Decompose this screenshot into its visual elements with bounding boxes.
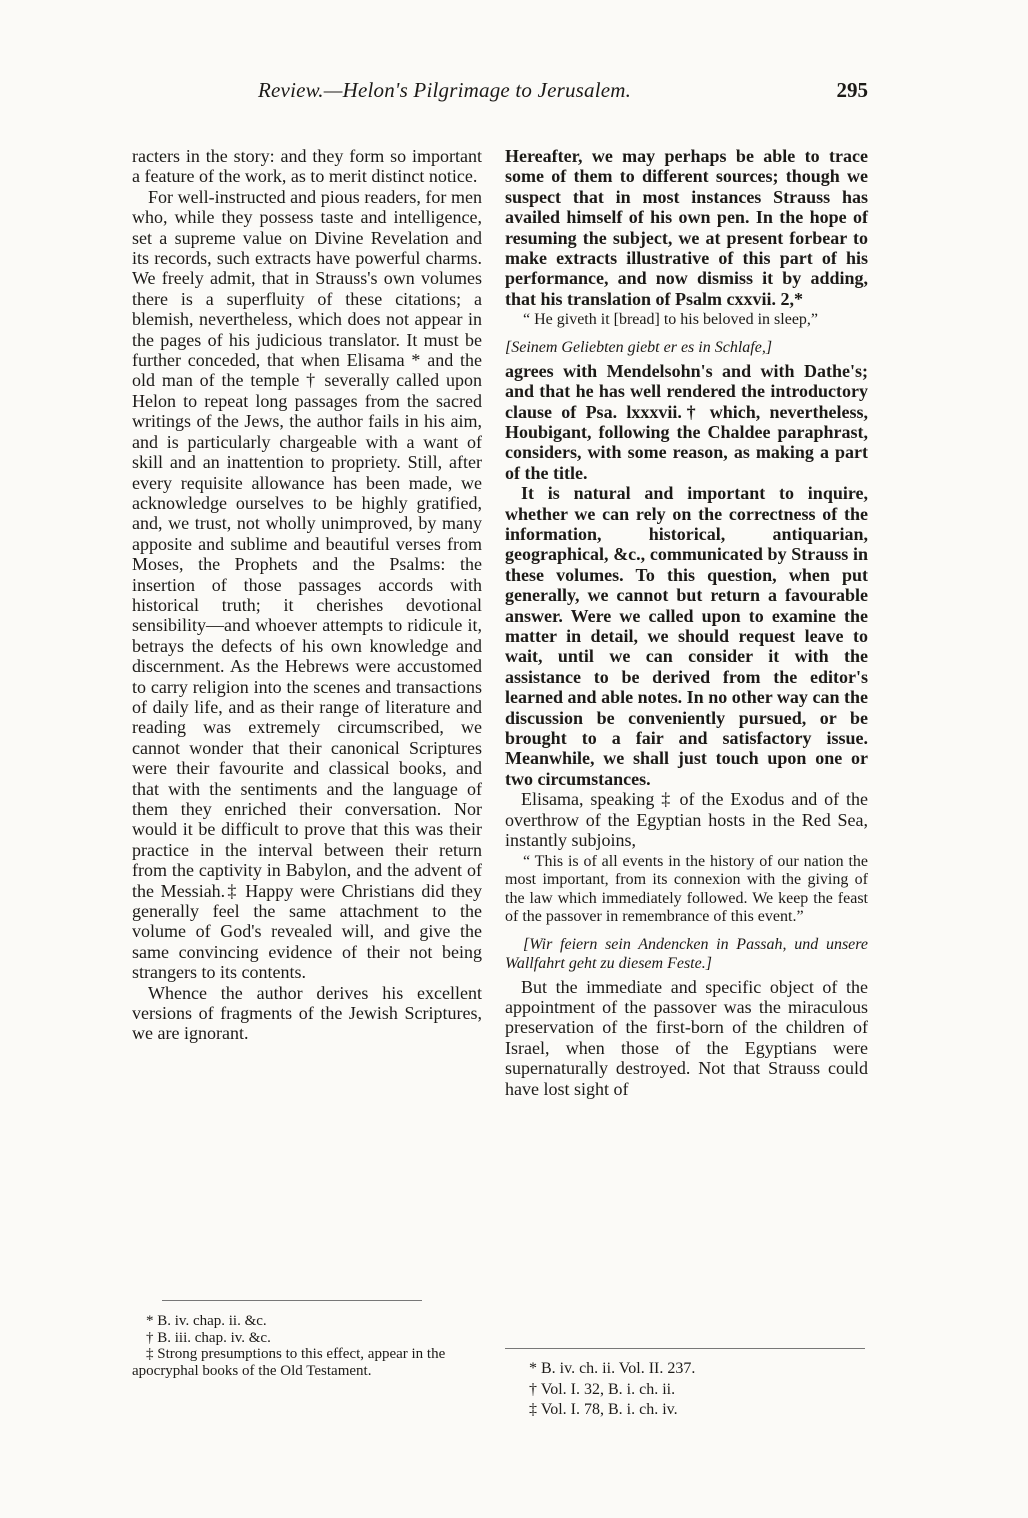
right-column (505, 146, 868, 1099)
left-column (132, 146, 482, 1044)
right-paragraph-3: It is natural and important to inquire, whether we can rely on the correctness of the information, historical, antiquarian, geographical, &c., communicated by Strauss in these volumes. To this question, when put generally, we cannot but return a favourable answer. Were we called upon to examine the matter in detail, we should request leave to wait, until we can consider it with the assistance to be derived from the editor's learned and able notes. In no other way can the discussion be conveniently pursued, or be brought to a fair and satisfactory issue. Meanwhile, we shall just touch upon one or two circumstances. (505, 483, 868, 789)
footnote: † Vol. I. 32, B. i. ch. ii. (529, 1380, 676, 1398)
footnote-rule (505, 1348, 865, 1349)
quotation-elisama: “ This is of all events in the history of our nation the most important, from its connexion with the giving of the law which immediately followed. We keep the feast of the passover in remembrance of this event.” (505, 852, 868, 925)
running-title: Review.—Helon's Pilgrimage to Jerusalem. (258, 78, 632, 102)
footnote: ‡ Vol. I. 78, B. i. ch. iv. (529, 1401, 678, 1418)
right-paragraph-2: agrees with Mendelsohn's and with Dathe's; and that he has well rendered the introductory clause of Psa. lxxxvii.† which, nevertheless, Houbigant, following the Chaldee paraphrast, considers, with some reason, as making a part of the title. (505, 360, 868, 483)
left-paragraph-1: racters in the story: and they form so important a feature of the work, as to merit distinct notice. (132, 146, 482, 187)
left-paragraph-2: For well-instructed and pious readers, for men who, while they possess taste and intelligence, set a supreme value on Divine Revelation and its records, such extracts have powerful charms. We freely admit, that in Strauss's own volumes there is a superfluity of these citations; a blemish, nevertheless, which does not appear in the pages of his judicious translator. It must be further conceded, that when Elisama * and the old man of the temple † severally called upon Helon to repeat long passages from the sacred writings of the Jews, the author fails in his aim, and is particularly chargeable with a want of skill and an inattention to propriety. Still, after every requisite allowance has been made, we acknowledge ourselves to be highly gratified, and, we trust, not wholly unimproved, by many apposite and sublime and beautiful verses from Moses, the Prophets and the Psalms: the insertion of those passages accords with historical truth; it cherishes devotional sensibility—and whoever attempts to ridicule it, betrays the defects of his own knowledge and discernment. As the Hebrews were accustomed to carry religion into the scenes and transactions of daily life, and as their range of literature and reading was extremely circumscribed, we cannot wonder that their canonical Scriptures were their favourite and classical books, and that with the sentiments and the language of them they enriched their conversation. Nor would it be difficult to prove that this was their practice in the interval between their return from the captivity in Babylon, and the advent of the Messiah.‡ Happy were Christians did they generally feel the same attachment to the volume of God's revealed will, and give the same convincing evidence of their not being strangers to its contents. (132, 186, 482, 983)
left-paragraph-3: Whence the author derives his excellent versions of fragments of the Jewish Scriptures, we are ignorant. (132, 982, 482, 1044)
footnotes-right (505, 1348, 868, 1423)
footnote: * B. iv. chap. ii. &c. (146, 1313, 267, 1329)
quotation-psalm: “ He giveth it [bread] to his beloved in sleep,” (523, 311, 819, 329)
footnote-rule (162, 1300, 422, 1301)
footnotes-left (132, 1300, 482, 1379)
right-paragraph-1: Hereafter, we may perhaps be able to trace some of them to different sources; though we suspect that in most instances Strauss has availed himself of his own pen. In the hope of resuming the subject, we at present forbear to make extracts illustrative of this part of his performance, and now dismiss it by adding, that his translation of Psalm cxxvii. 2,* (505, 146, 868, 309)
footnote: † B. iii. chap. iv. &c. (146, 1329, 271, 1346)
german-quotation-2: [Wir feiern sein Andencken in Passah, und unsere Wallfahrt geht zu diesem Feste.] (505, 935, 868, 972)
page-number: 295 (836, 78, 868, 102)
page-header (130, 70, 868, 110)
footnote: * B. iv. ch. ii. Vol. II. 237. (529, 1360, 696, 1377)
footnote: ‡ Strong presumptions to this effect, appear in the apocryphal books of the Old Testament. (132, 1346, 446, 1379)
german-quotation-1: [Seinem Geliebten giebt er es in Schlafe,] (505, 338, 773, 356)
right-paragraph-4: Elisama, speaking ‡ of the Exodus and of the overthrow of the Egyptian hosts in the Red Sea, instantly subjoins, (505, 789, 868, 851)
right-paragraph-5: But the immediate and specific object of the appointment of the passover was the miraculous preservation of the first-born of the children of Israel, when those of the Egyptians were supernaturally destroyed. Not that Strauss could have lost sight of (505, 976, 868, 1099)
